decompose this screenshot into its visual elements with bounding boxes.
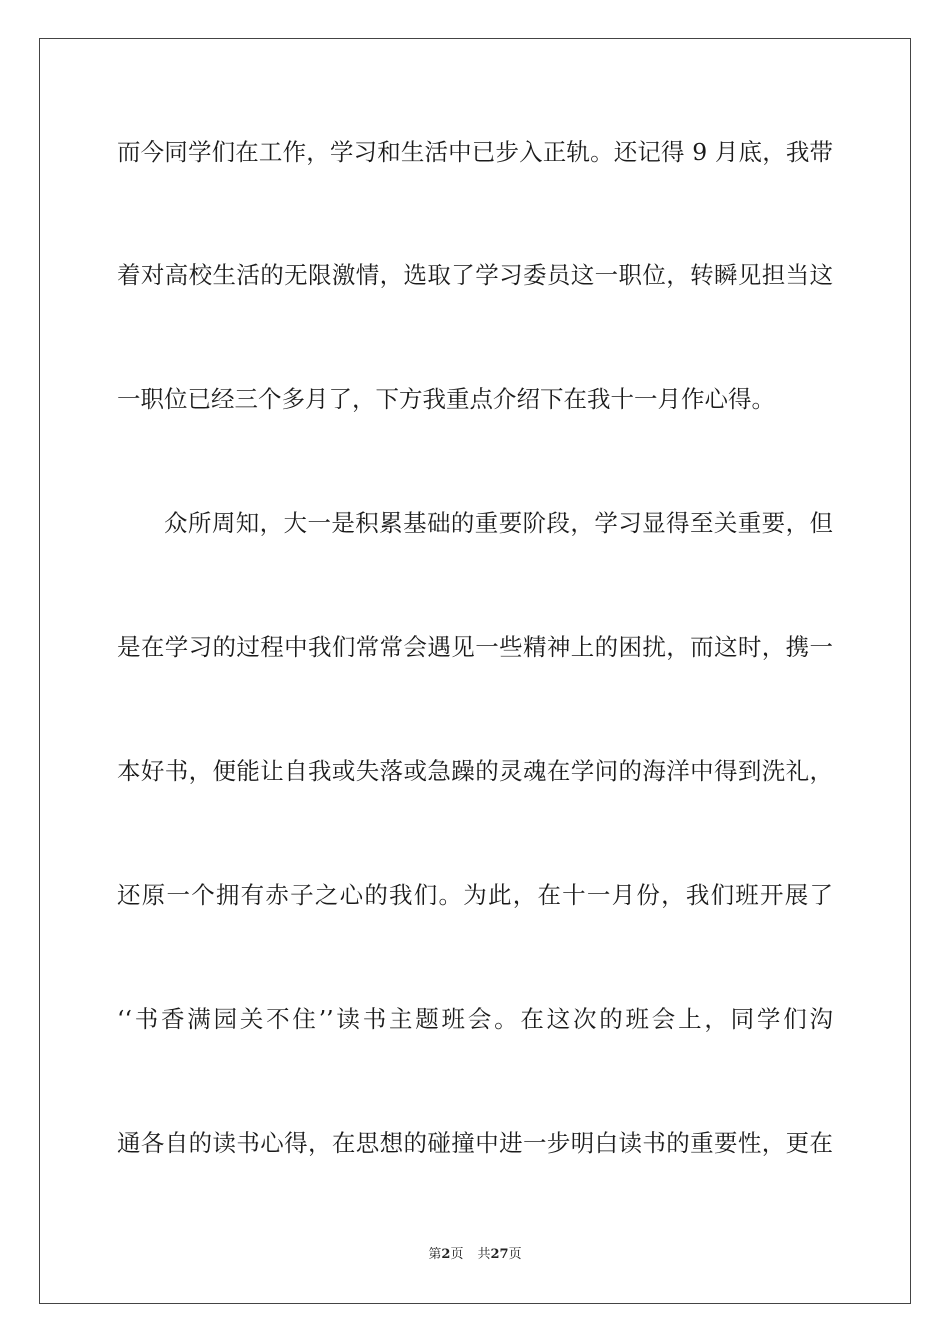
total-suffix: 页	[508, 1247, 522, 1262]
total-pages: 27	[490, 1247, 509, 1262]
text-line: 通各自的读书心得，在思想的碰撞中进一步明白读书的重要性，更在	[117, 1129, 833, 1157]
text-line: 一职位已经三个多月了，下方我重点介绍下在我十一月作心得。	[117, 385, 775, 413]
text-line: 还原一个拥有赤子之心的我们。为此，在十一月份，我们班开展了	[117, 881, 833, 909]
text-line: 众所周知，大一是积累基础的重要阶段，学习显得至关重要，但	[164, 509, 833, 537]
text-line: 着对高校生活的无限激情，选取了学习委员这一职位，转瞬见担当这	[117, 261, 833, 289]
text-line: 而今同学们在工作，学习和生活中已步入正轨。还记得 9 月底，我带	[117, 138, 833, 166]
total-prefix: 共	[477, 1247, 491, 1262]
text-line: ‘‘书香满园关不住’’读书主题班会。在这次的班会上，同学们沟	[117, 1005, 833, 1033]
text-line: 本好书，便能让自我或失落或急躁的灵魂在学问的海洋中得到洗礼，	[117, 757, 833, 785]
page-suffix: 页	[450, 1247, 464, 1262]
page-prefix: 第	[428, 1247, 442, 1262]
page-border	[39, 38, 911, 1304]
page-footer	[0, 1246, 950, 1264]
page-number: 2	[441, 1247, 451, 1262]
text-line: 是在学习的过程中我们常常会遇见一些精神上的困扰，而这时，携一	[117, 633, 833, 661]
